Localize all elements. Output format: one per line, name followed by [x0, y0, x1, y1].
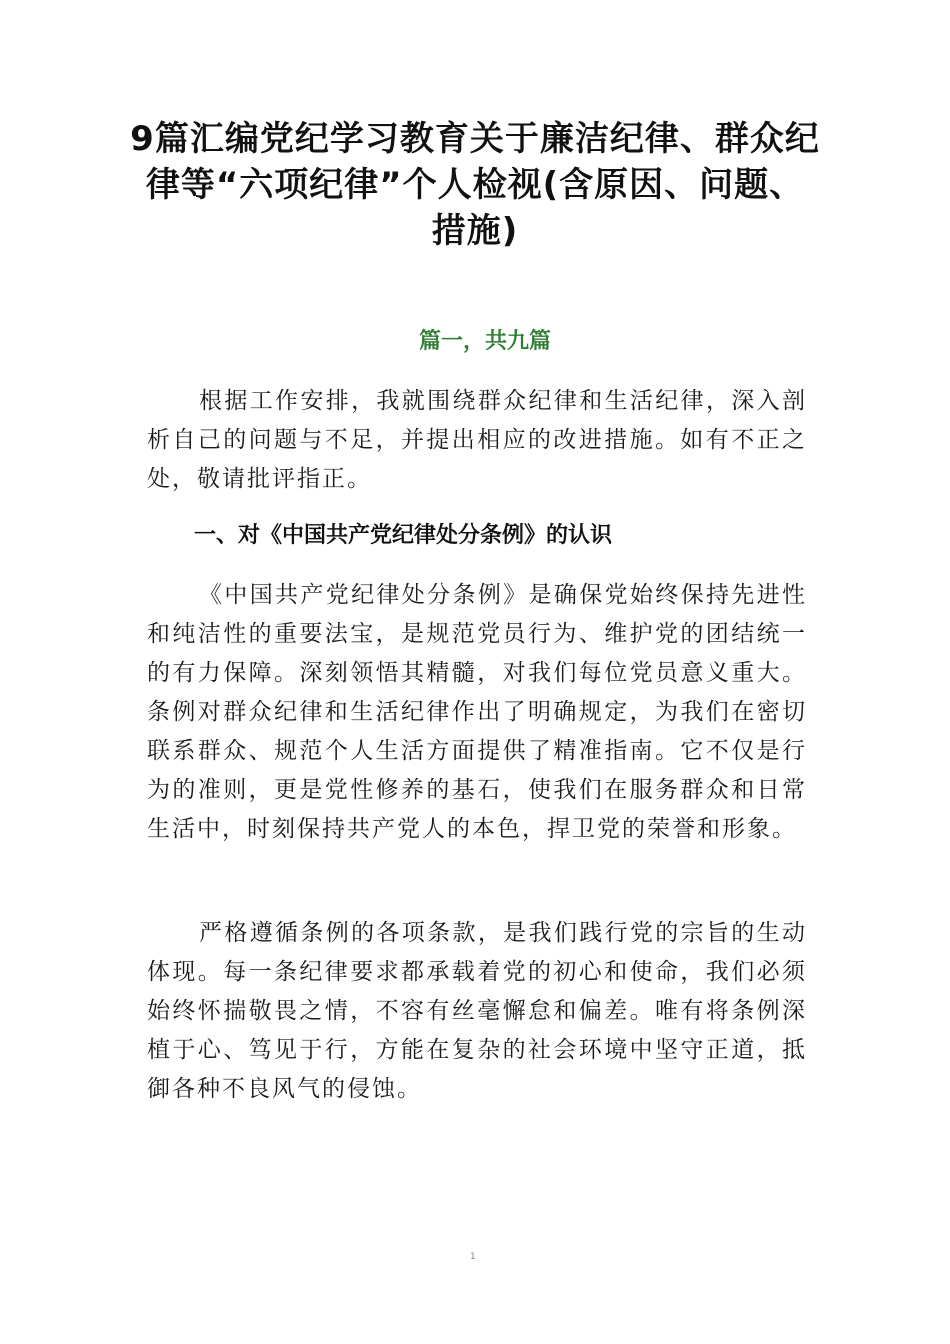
- page-number: 1: [470, 1252, 476, 1262]
- intro-paragraph: 根据工作安排，我就围绕群众纪律和生活纪律，深入剖析自己的问题与不足，并提出相应的改进措施。如有不正之处，敬请批评指正。: [147, 388, 807, 492]
- document-subtitle: 篇一，共九篇: [418, 329, 551, 354]
- body-paragraph-1: 《中国共产党纪律处分条例》是确保党始终保持先进性和纯洁性的重要法宝，是规范党员行为、维护党的团结统一的有力保障。深刻领悟其精髓，对我们每位党员意义重大。条例对群众纪律和生活纪律作出了明确规定，为我们在密切联系群众、规范个人生活方面提供了精准指南。它不仅是行为的准则，更是党性修养的基石，使我们在服务群众和日常生活中，时刻保持共产党人的本色，捍卫党的荣誉和形象。: [147, 582, 807, 842]
- section-heading: 一、对《中国共产党纪律处分条例》的认识: [194, 523, 613, 548]
- document-title: 9篇汇编党纪学习教育关于廉洁纪律、群众纪律等“六项纪律”个人检视(含原因、问题、措施): [130, 119, 820, 251]
- body-paragraph-2: 严格遵循条例的各项条款，是我们践行党的宗旨的生动体现。每一条纪律要求都承载着党的初心和使命，我们必须始终怀揣敬畏之情，不容有丝毫懈怠和偏差。唯有将条例深植于心、笃见于行，方能在复杂的社会环境中坚守正道，抵御各种不良风气的侵蚀。: [147, 920, 807, 1102]
